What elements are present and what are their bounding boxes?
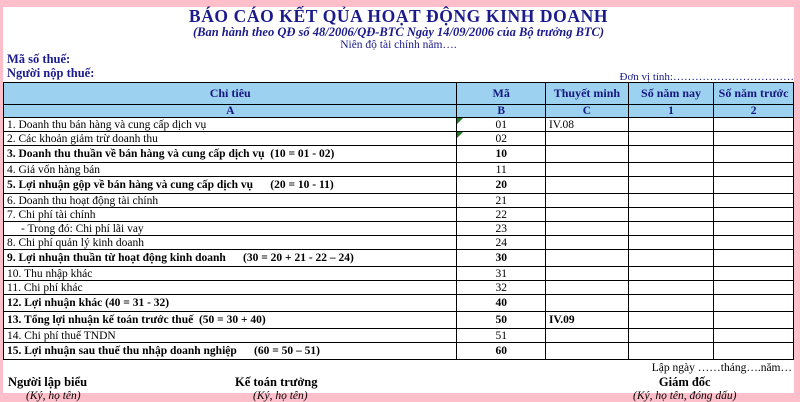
row-label: 6. Doanh thu hoạt động tài chính bbox=[7, 194, 159, 207]
row-label: 13. Tổng lợi nhuận kế toán trước thuế (50 = 30 + 40) bbox=[7, 314, 266, 326]
row-label: 8. Chi phí quản lý kinh doanh bbox=[7, 236, 145, 249]
col-header-thuyet-minh: Thuyết minh bbox=[545, 83, 628, 105]
row-label-cell bbox=[4, 208, 457, 222]
table-row bbox=[4, 329, 794, 343]
row-code: 31 bbox=[495, 267, 507, 280]
col-code-b: B bbox=[457, 105, 545, 118]
row-label: 14. Chi phí thuế TNDN bbox=[7, 329, 116, 342]
row-label: 2. Các khoản giảm trừ doanh thu bbox=[7, 132, 158, 145]
col-header-chi-tieu: Chỉ tiêu bbox=[4, 83, 457, 105]
report-subtitle: (Ban hành theo QĐ số 48/2006/QĐ-BTC Ngày 14/09/2006 của Bộ trưởng BTC) bbox=[192, 25, 605, 39]
row-current-year-cell[interactable] bbox=[628, 118, 713, 132]
row-code: 21 bbox=[495, 194, 507, 207]
table-row bbox=[4, 118, 794, 132]
table-row bbox=[4, 295, 794, 312]
row-note-ref-cell bbox=[545, 281, 628, 295]
row-note-ref-cell bbox=[545, 132, 628, 146]
row-note-ref-cell bbox=[545, 329, 628, 343]
row-prior-year-cell[interactable] bbox=[714, 250, 794, 267]
row-prior-year-cell[interactable] bbox=[714, 118, 794, 132]
row-current-year-cell[interactable] bbox=[628, 267, 713, 281]
table-row bbox=[4, 267, 794, 281]
row-prior-year-cell[interactable] bbox=[714, 208, 794, 222]
report-table-body bbox=[4, 118, 794, 360]
row-note-ref: IV.08 bbox=[548, 118, 574, 131]
col-header-so-nam-nay: Số năm nay bbox=[628, 83, 713, 105]
row-code: 32 bbox=[495, 281, 507, 294]
row-code: 51 bbox=[495, 329, 507, 342]
row-code: 22 bbox=[495, 208, 507, 221]
table-row bbox=[4, 281, 794, 295]
row-prior-year-cell[interactable] bbox=[714, 132, 794, 146]
row-label: 15. Lợi nhuận sau thuế thu nhập doanh nghiệp (60 = 50 – 51) bbox=[7, 345, 320, 357]
row-code-cell bbox=[457, 222, 545, 236]
row-prior-year-cell[interactable] bbox=[714, 312, 794, 329]
row-label-cell bbox=[4, 194, 457, 208]
row-code: 30 bbox=[495, 252, 507, 264]
row-label-cell bbox=[4, 343, 457, 360]
row-label-cell bbox=[4, 236, 457, 250]
row-prior-year-cell[interactable] bbox=[714, 194, 794, 208]
unit-label: Đơn vị tính:…………………………… bbox=[619, 71, 794, 83]
signature-chief-accountant-note: (Ký, họ tên) bbox=[253, 390, 308, 402]
signature-preparer bbox=[8, 375, 87, 402]
header-code-row bbox=[4, 105, 794, 118]
meta-section bbox=[3, 51, 794, 82]
row-note-ref-cell bbox=[545, 267, 628, 281]
row-label-cell bbox=[4, 146, 457, 163]
row-note-ref-cell bbox=[545, 163, 628, 177]
signature-director-title: Giám đốc bbox=[658, 375, 711, 389]
row-code: 24 bbox=[495, 236, 507, 249]
row-current-year-cell[interactable] bbox=[628, 208, 713, 222]
row-code-cell bbox=[457, 267, 545, 281]
table-row bbox=[4, 222, 794, 236]
col-code-2: 2 bbox=[714, 105, 794, 118]
row-code: 23 bbox=[495, 222, 507, 235]
row-label: 11. Chi phí khác bbox=[7, 281, 83, 294]
row-current-year-cell[interactable] bbox=[628, 343, 713, 360]
row-label: 12. Lợi nhuận khác (40 = 31 - 32) bbox=[7, 297, 170, 309]
row-label-cell bbox=[4, 250, 457, 267]
row-label-cell bbox=[4, 295, 457, 312]
row-code-cell bbox=[457, 236, 545, 250]
col-code-1: 1 bbox=[628, 105, 713, 118]
row-code-cell bbox=[457, 118, 545, 132]
row-current-year-cell[interactable] bbox=[628, 132, 713, 146]
date-line: Lập ngày ……tháng….năm… bbox=[651, 362, 792, 374]
row-label-cell bbox=[4, 281, 457, 295]
table-row bbox=[4, 208, 794, 222]
row-code-cell bbox=[457, 146, 545, 163]
row-label-cell bbox=[4, 177, 457, 194]
row-code-cell bbox=[457, 295, 545, 312]
row-current-year-cell[interactable] bbox=[628, 329, 713, 343]
row-code-cell bbox=[457, 329, 545, 343]
table-row bbox=[4, 163, 794, 177]
row-prior-year-cell[interactable] bbox=[714, 163, 794, 177]
row-code: 01 bbox=[495, 118, 507, 131]
row-code-cell bbox=[457, 250, 545, 267]
row-label-cell bbox=[4, 267, 457, 281]
row-note-ref-cell bbox=[545, 250, 628, 267]
row-code-cell bbox=[457, 208, 545, 222]
table-row bbox=[4, 312, 794, 329]
row-label: 7. Chi phí tài chính bbox=[7, 208, 96, 221]
row-prior-year-cell[interactable] bbox=[714, 146, 794, 163]
row-note-ref-cell bbox=[545, 146, 628, 163]
table-row bbox=[4, 250, 794, 267]
row-prior-year-cell[interactable] bbox=[714, 177, 794, 194]
row-current-year-cell[interactable] bbox=[628, 236, 713, 250]
tax-code-label: Mã số thuế: bbox=[7, 52, 71, 66]
row-note-ref-cell bbox=[545, 343, 628, 360]
taxpayer-label: Người nộp thuế: bbox=[7, 66, 95, 80]
row-code: 10 bbox=[495, 148, 507, 160]
row-label: 9. Lợi nhuận thuần từ hoạt động kinh doanh (30 = 20 + 21 - 22 – 24) bbox=[7, 252, 354, 264]
signature-director-note: (Ký, họ tên, đóng dấu) bbox=[633, 390, 737, 402]
table-row bbox=[4, 343, 794, 360]
table-row bbox=[4, 194, 794, 208]
row-current-year-cell[interactable] bbox=[628, 281, 713, 295]
row-code: 11 bbox=[495, 163, 507, 176]
row-note-ref-cell bbox=[545, 236, 628, 250]
row-note-ref-cell bbox=[545, 177, 628, 194]
report-table-header bbox=[4, 83, 794, 118]
row-label: 4. Giá vốn hàng bán bbox=[7, 163, 100, 176]
col-header-ma: Mã bbox=[457, 83, 545, 105]
row-code: 20 bbox=[495, 179, 507, 191]
row-label-cell bbox=[4, 222, 457, 236]
row-note-ref: IV.09 bbox=[548, 314, 575, 326]
row-code: 02 bbox=[495, 132, 507, 145]
row-note-ref-cell bbox=[545, 194, 628, 208]
row-label: 3. Doanh thu thuần về bán hàng và cung cấp dịch vụ (10 = 01 - 02) bbox=[7, 148, 335, 160]
row-label: - Trong đó: Chi phí lãi vay bbox=[21, 222, 144, 235]
row-note-ref-cell bbox=[545, 295, 628, 312]
row-code-cell bbox=[457, 312, 545, 329]
table-row bbox=[4, 177, 794, 194]
col-header-so-nam-truoc: Số năm trước bbox=[714, 83, 794, 105]
fiscal-year-line: Niên độ tài chính năm…. bbox=[340, 39, 457, 51]
row-label: 1. Doanh thu bán hàng và cung cấp dịch vụ bbox=[7, 118, 207, 131]
row-current-year-cell[interactable] bbox=[628, 177, 713, 194]
signature-chief-accountant bbox=[235, 375, 317, 402]
row-code: 60 bbox=[495, 345, 507, 357]
row-note-ref-cell bbox=[545, 222, 628, 236]
row-code-cell bbox=[457, 194, 545, 208]
row-current-year-cell[interactable] bbox=[628, 163, 713, 177]
table-row bbox=[4, 146, 794, 163]
row-label-cell bbox=[4, 329, 457, 343]
table-row bbox=[4, 132, 794, 146]
report-table bbox=[3, 82, 794, 360]
row-current-year-cell[interactable] bbox=[628, 146, 713, 163]
row-note-ref-cell bbox=[545, 208, 628, 222]
col-code-c: C bbox=[545, 105, 628, 118]
row-code: 40 bbox=[495, 297, 507, 309]
signature-preparer-note: (Ký, họ tên) bbox=[26, 390, 81, 402]
report-title: BÁO CÁO KẾT QỦA HOẠT ĐỘNG KINH DOANH bbox=[188, 6, 609, 26]
row-current-year-cell[interactable] bbox=[628, 194, 713, 208]
row-current-year-cell[interactable] bbox=[628, 250, 713, 267]
row-prior-year-cell[interactable] bbox=[714, 343, 794, 360]
row-label-cell bbox=[4, 163, 457, 177]
row-code-cell bbox=[457, 163, 545, 177]
header-row bbox=[4, 83, 794, 105]
row-label: 5. Lợi nhuận gộp về bán hàng và cung cấp dịch vụ (20 = 10 - 11) bbox=[7, 179, 334, 191]
row-label-cell bbox=[4, 312, 457, 329]
row-prior-year-cell[interactable] bbox=[714, 267, 794, 281]
row-note-ref-cell bbox=[545, 118, 628, 132]
row-code-cell bbox=[457, 132, 545, 146]
row-prior-year-cell[interactable] bbox=[714, 281, 794, 295]
row-code-cell bbox=[457, 281, 545, 295]
row-prior-year-cell[interactable] bbox=[714, 329, 794, 343]
col-code-a: A bbox=[4, 105, 457, 118]
row-code-cell bbox=[457, 177, 545, 194]
row-current-year-cell[interactable] bbox=[628, 295, 713, 312]
footer-section bbox=[3, 360, 794, 400]
row-prior-year-cell[interactable] bbox=[714, 295, 794, 312]
report-document bbox=[3, 6, 794, 402]
row-note-ref-cell bbox=[545, 312, 628, 329]
table-row bbox=[4, 236, 794, 250]
row-prior-year-cell[interactable] bbox=[714, 222, 794, 236]
row-current-year-cell[interactable] bbox=[628, 312, 713, 329]
signature-chief-accountant-title: Kế toán trưởng bbox=[235, 375, 318, 389]
row-label-cell bbox=[4, 118, 457, 132]
row-current-year-cell[interactable] bbox=[628, 222, 713, 236]
row-label-cell bbox=[4, 132, 457, 146]
signature-director bbox=[633, 375, 736, 402]
signature-preparer-title: Người lập biểu bbox=[8, 375, 88, 389]
row-label: 10. Thu nhập khác bbox=[7, 267, 93, 280]
row-code-cell bbox=[457, 343, 545, 360]
row-code: 50 bbox=[495, 314, 507, 326]
row-prior-year-cell[interactable] bbox=[714, 236, 794, 250]
